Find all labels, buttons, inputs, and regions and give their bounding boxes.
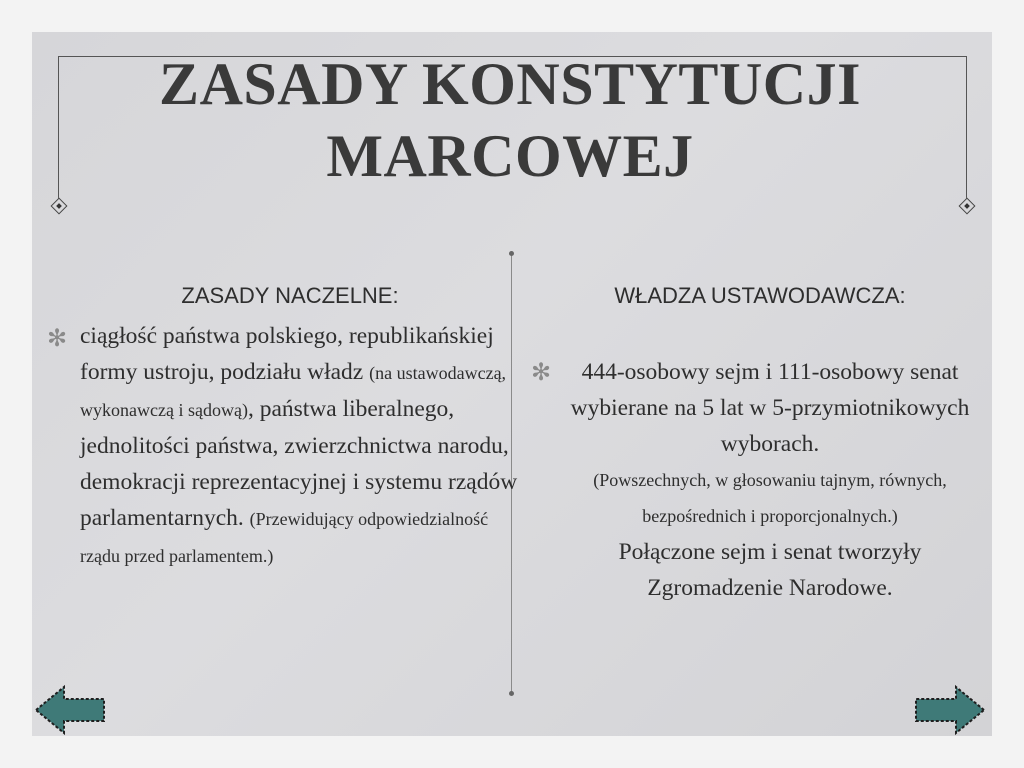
left-text-main: ciągłość państwa polskiego, republikańskiej formy ustroju, podziału władz xyxy=(80,323,494,385)
asterisk-icon: ✻ xyxy=(531,358,552,386)
arrow-left-icon[interactable] xyxy=(34,684,108,736)
left-heading: ZASADY NACZELNE: xyxy=(181,283,399,308)
right-text-note: (Powszechnych, w głosowaniu tajnym, równych, bezpośrednich i proporcjonalnych.) xyxy=(593,470,947,526)
right-bullet-text xyxy=(540,354,1000,606)
divider-top-dot xyxy=(509,251,514,256)
left-bullet-text xyxy=(80,318,520,574)
right-text-assembly: Połączone sejm i senat tworzyły Zgromadzenie Narodowe. xyxy=(618,539,922,601)
slide-title xyxy=(60,48,960,192)
left-text-continued: , państwa liberalnego, jednolitości państwa, zwierzchnictwa narodu, demokracji reprezentacyjnej i systemu rządów parlamentarnych. xyxy=(80,396,518,531)
right-heading: WŁADZA USTAWODAWCZA: xyxy=(614,283,906,308)
left-text-branches: (na ustawodawczą, wykonawczą i sądową) xyxy=(80,363,507,420)
title-line-2: MARCOWEJ xyxy=(326,123,694,189)
right-text-main: 444-osobowy sejm i 111-osobowy senat wybierane na 5 lat w 5-przymiotnikowych wyborach. xyxy=(570,359,970,457)
left-text-note: (Przewidujący odpowiedzialność rządu przed parlamentem.) xyxy=(80,509,489,566)
asterisk-icon: ✻ xyxy=(47,324,68,352)
title-line-1: ZASADY KONSTYTUCJI xyxy=(159,51,861,117)
arrow-right-icon[interactable] xyxy=(912,684,986,736)
title-frame-left xyxy=(58,56,59,200)
divider-bottom-dot xyxy=(509,691,514,696)
title-frame-right xyxy=(966,56,967,200)
